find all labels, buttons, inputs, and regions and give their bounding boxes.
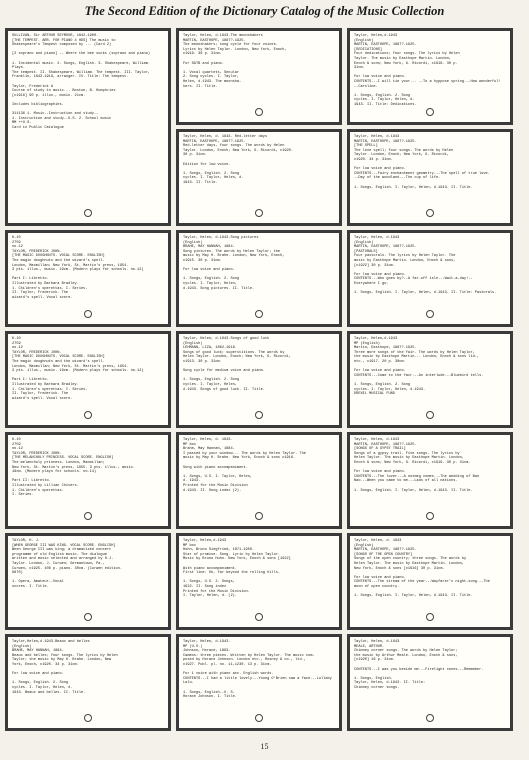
card-line: Four pastorals. The lyrics by Helen Taylor. The — [354, 254, 456, 259]
card-line: 311136 1. Music--Instruction and study-- — [12, 112, 99, 117]
card-line: The magic doughnuts and the wizard's spell. — [12, 359, 105, 364]
card-line: Taylor, Helen,d.1943 — [354, 337, 398, 341]
catalog-card — [347, 432, 513, 529]
card-line: When George III was king; a dramatized concert — [12, 548, 112, 553]
card-line: Taylor; the music by May H. Brahe. London, New — [12, 658, 112, 663]
card-punch-hole — [255, 714, 263, 722]
card-line: BRAHE, MAY HANNAH, 1884- — [183, 245, 235, 250]
card-line: [c1920] 16 p. 31cm. — [354, 658, 395, 663]
card-line: Taylor. London, Enoch; New York, G. Ricordi, — [354, 153, 449, 158]
card-line: Franklin, 1843-1919, arranger. IV. Title: The tempest. — [12, 75, 129, 80]
card-line: 19cm. (Modern plays for schools. no.14) — [12, 470, 97, 475]
card-punch-hole — [84, 714, 92, 722]
catalog-card — [176, 230, 342, 327]
card-line: 1. Songs, English. 2. Song — [354, 382, 411, 387]
card-line: 2759 — [12, 341, 21, 346]
card-line: For low voice and piano. — [12, 672, 64, 677]
card-line: cycles. I. Taylor, Helen, — [183, 281, 237, 286]
card-punch-hole — [255, 512, 263, 520]
card-line: Taylor. The music by Easthope Martin. London, — [354, 56, 452, 61]
card-line: With piano accompaniment. — [183, 566, 237, 571]
card-punch-hole — [255, 310, 263, 318]
card-line: cycles. I. Taylor, Helen, — [183, 382, 237, 387]
card-line: Red-letter days, four songs. The words by Helen — [183, 144, 285, 149]
card-line: Martin, Easthope, 1887?-1925. — [354, 346, 417, 351]
card-line: programme of old English music. The dialogue — [12, 552, 107, 557]
card-line: BRAHE, MAY HANNAH, 1884- — [12, 649, 64, 654]
card-line: [PASTORALS] — [354, 249, 378, 254]
card-punch-hole — [426, 411, 434, 419]
card-line: d. 1943. — [183, 479, 201, 484]
card-line: For low voice and piano. — [354, 272, 406, 277]
card-line: (English) — [354, 38, 374, 43]
card-line: Taylor, Helen, d.1943 — [354, 236, 400, 240]
card-line: For low voice and piano. — [354, 369, 406, 374]
card-line: Taylor, Helen, d.1943. II. Title: — [354, 681, 426, 686]
card-line: etc., c1917. 20 p. 30cm. — [354, 359, 406, 364]
card-line: d.1943. Song pictures. II. Title. — [183, 286, 255, 291]
card-punch-hole — [426, 310, 434, 318]
card-line: Taylor, Helen, d.1943 — [354, 640, 400, 644]
card-line: CONTENTS.--The stream of the year.--Wayfarer's night-song.--The — [354, 580, 490, 585]
card-line: 2. Song cycles. I. Taylor, — [183, 75, 240, 80]
card-line: c1927. Publ. pl. no. 11,1230. 13 p. 31cm. — [183, 662, 272, 667]
card-line: MP (English) — [354, 341, 380, 346]
card-line: MARTIN, EASTHOPE, 1887?-1925. — [354, 548, 417, 553]
card-line: Taylor, Helen, d. 1943 — [354, 539, 402, 543]
card-line: wizard's spell. Vocal score. — [12, 396, 73, 401]
card-punch-hole — [426, 512, 434, 520]
card-line: Taylor. London, Enoch; New York, G. Ricordi, c1920. — [183, 148, 293, 153]
card-line: MP (U.S.) — [183, 644, 203, 649]
card-line: MP box — [183, 442, 196, 447]
card-line: Illustrated by Lillian Chivers. — [12, 483, 79, 488]
card-line: Edition for low voice. — [183, 162, 231, 167]
card-punch-hole — [426, 613, 434, 621]
card-line: cycles. I. Taylor, Helen, d. — [354, 98, 415, 103]
card-line: K-10 — [12, 337, 21, 341]
card-line: Taylor, Helen, d. 1943. Red-letter days — [183, 135, 268, 139]
card-line: Taylor. London, J. Curwen; Germantown, Pa., — [12, 561, 105, 566]
card-line: written and music selected and arranged by H.J. — [12, 557, 114, 562]
card-line: 1. Children's operettas. I. Series. — [12, 286, 88, 291]
card-line: (English) — [183, 240, 203, 245]
catalog-card — [347, 230, 513, 327]
card-line: 1. Songs, U.S. I. Taylor, Helen, — [183, 474, 253, 479]
card-line: MARTIN, EASTHOPE, 1887?-1925. — [354, 139, 417, 144]
card-line: Star of promise. Song. Lyric by Helen Taylor. — [183, 552, 281, 557]
card-line: CONTENTS.--I had a little lovely.--Young O'Brien saw a face.--Lullaby Lalu. — [183, 676, 334, 686]
card-line: Taylor, Helen, d.1943. — [183, 640, 231, 644]
card-line: Cameos: three pieces. Written by Helen Taylor. The music com- — [183, 653, 315, 658]
card-line: Helen Taylor. London, Enoch; New York, G. Ricordi, — [183, 355, 291, 360]
card-line: 9870) — [12, 571, 23, 576]
card-line: Taylor, Helen, d.1943 — [354, 135, 400, 139]
card-line: Taylor, Helen, d. 1943. — [183, 438, 233, 442]
card-line: Course of study in music... Boston, B. Humphries — [12, 89, 116, 94]
card-line: music by Easthope Martin. London, Enoch & sons, — [354, 258, 456, 263]
card-line: Card in Public Catalogue — [12, 125, 64, 130]
card-line: [DEDICATIONS] — [354, 47, 383, 52]
card-line: For low voice and piano. — [354, 575, 406, 580]
card-punch-hole — [84, 411, 92, 419]
card-line: Chimney corner songs. — [354, 685, 400, 690]
card-line: London, Macmillan; New York, St. Martin's press, 1954. — [12, 263, 129, 268]
card-line: [THE TEMPEST. ARR. FOR PIANO 4 HDS] The music to — [12, 38, 116, 43]
catalog-card — [347, 28, 513, 125]
card-line: MARTIN, EASTHOPE, 1887?-1925. — [354, 245, 417, 250]
card-line: d.1943. Songs of good luck. II. Title. — [183, 387, 265, 392]
card-line: 1. Songs, English. 2. Song — [183, 378, 240, 383]
catalog-card — [347, 533, 513, 630]
card-line: 1. Incidental music. 2. Songs, English. 3. Shakespeare, William. Plays. — [12, 61, 153, 71]
card-line: For low voice and piano. — [354, 470, 406, 475]
page-number: 15 — [260, 742, 269, 751]
card-line: Horace Johnson. I. Title. — [183, 695, 237, 700]
card-line: II. Taylor, Frederick. The — [12, 291, 69, 296]
card-line: [THE SPELL] — [354, 144, 378, 149]
catalog-card — [5, 230, 171, 327]
card-line: Enoch & sons; New York, G. Ricordi, c1919. 30 p. 31cm. — [354, 460, 471, 465]
card-punch-hole — [255, 613, 263, 621]
card-line: K-10 — [12, 438, 21, 442]
card-line: Huhn, Bruno Siegfried, 1871-1950. — [183, 548, 255, 553]
card-line: [c1916] 90 p. illus., music. 21cm. — [12, 93, 86, 98]
card-line: cycles. I. Taylor, Helen, d.1943. — [354, 387, 426, 392]
card-line: cycles. I. Taylor, Helen, d. — [183, 176, 244, 181]
catalog-card — [176, 533, 342, 630]
card-line: Enoch & sons; New York, G. Ricordi, c1918. 30 p. — [354, 61, 458, 66]
card-line: 1. Songs, English. I. Taylor, Helen, d.1943. II. Title. — [354, 488, 473, 493]
card-line: Part II: Libretto. — [12, 479, 51, 484]
card-line: 1. Songs, English. I. Taylor, Helen, d.1943. II. Title. — [354, 185, 473, 190]
card-line: Songs of good luck; superstitions. The words by — [183, 350, 285, 355]
catalog-card — [176, 432, 342, 529]
card-line: I passed by your window... The words by Helen Taylor. The — [183, 451, 306, 456]
card-line: CONTENTS.--Come to the fair.--An interlude.--Bluebird tells. — [354, 373, 484, 378]
card-line: [THE MAGIC DOUGHNUTS. VOCAL SCORE. ENGLISH] — [12, 254, 105, 259]
card-line: York, Enoch, c1920. 34 p. 31cm. — [12, 662, 79, 667]
card-line: Taylor, Helen,d.1943 — [183, 539, 227, 543]
card-line: MARTIN, EASTHOPE, 1887?-1925. — [183, 38, 246, 43]
card-line: Brahe, May Hannah, 1884- — [183, 447, 235, 452]
card-line: Three more songs of the fair. The words by Helen Taylor, — [354, 350, 475, 355]
card-line: K-10 — [12, 236, 21, 240]
catalog-card — [176, 129, 342, 226]
card-line: [THE MAGIC DOUGHNUTS. VOCAL SCORE. ENGLISH] — [12, 355, 105, 360]
card-line: c1919. 30 p. 31cm. — [183, 52, 222, 57]
card-line: First line: Oh, far beyond the rolling hills. — [183, 571, 281, 576]
card-line: 1. Songs, English--U. S. — [183, 690, 235, 695]
card-line: 1. Instruction and study--U.S. 2. School music — [12, 116, 112, 121]
card-line: CONTENTS.--I will tie your... --To a hyppose spring.--How wonderful! — [354, 79, 501, 84]
card-line: Helen Taylor. The music by Easthope Martin. London, — [354, 456, 464, 461]
card-line: London, Macmillan; New York, St. Martin's press, 1954. — [12, 364, 129, 369]
card-line: c1915. 30 p. 31cm. — [183, 258, 222, 263]
card-line: 30 p. 31cm. — [183, 153, 207, 158]
card-line: II. Taylor, Frederick. The — [12, 392, 69, 397]
card-line: 1. Songs, English. — [354, 676, 393, 681]
card-line: scores. I. Title. — [12, 584, 49, 589]
catalog-card — [5, 331, 171, 428]
card-line: Illustrated by Barbara Bradley. — [12, 281, 79, 286]
card-line: Johnson, Horace, 1893- — [183, 649, 231, 654]
card-line: Nao.--When you came to me.--Lads of all nations. — [354, 479, 458, 484]
card-line: kers. II. Title. — [183, 84, 218, 89]
card-line: Four dedications; four songs. The lyrics by Helen — [354, 52, 460, 57]
card-line: 3 pts. illus., music. 19cm. (Modern plays for schools. no.12) — [12, 268, 144, 273]
card-line: Part I: Libretto. — [12, 378, 49, 383]
card-line: For 1 voice with piano acc. English words. — [183, 672, 274, 677]
card-line: posed by Horace Johnson. London etc., Rosney & co., ltd., — [183, 658, 306, 663]
card-line: (English) — [183, 341, 203, 346]
card-punch-hole — [426, 714, 434, 722]
card-line: I. Taylor, Helen, d. (2). — [183, 594, 237, 599]
card-line: 2759 — [12, 240, 21, 245]
card-line: MARTIN, EASTHOPE, 1887?-1925. — [354, 43, 417, 48]
card-line: wizard's spell. Vocal score. — [12, 295, 73, 300]
card-line: music by May H. Brahe. London, New York, Enoch, — [183, 254, 285, 259]
card-line: MEALE, ARTHUR. — [354, 644, 385, 649]
card-line: music by May H. Brahe. New York, Enoch & sons c1916. — [183, 456, 296, 461]
card-line: (English) — [354, 240, 374, 245]
card-line: MARTIN, EASTHOPE, 1887?-1925. — [354, 442, 417, 447]
card-line: cycles. I. Taylor, Helen, d. — [12, 685, 73, 690]
card-line: Beaux and belles; four songs. The lyrics by Helen — [12, 653, 118, 658]
catalog-card — [5, 432, 171, 529]
card-line: Songs of the open country; three songs. The words by — [354, 557, 467, 562]
card-line: 1943. II. Title: Dedications. — [354, 102, 417, 107]
card-line: The magic doughnuts and the wizard's spell. — [12, 258, 105, 263]
card-punch-hole — [84, 209, 92, 217]
card-line: TAYLOR, FREDERICK JOHN. — [12, 350, 62, 355]
card-line: Everywhere I go. — [354, 281, 389, 286]
card-line: Taylor, Helen, d.1943.Song pictures — [183, 236, 259, 240]
card-line: [WHEN GEORGE III WAS KING. VOCAL SCORE. ENGLISH] — [12, 543, 116, 548]
card-line: TAYLOR, H. J. — [12, 539, 41, 543]
card-punch-hole — [84, 613, 92, 621]
card-line: Part I: Libretto. — [12, 277, 49, 282]
card-punch-hole — [255, 411, 263, 419]
card-line: [SONGS OF A GYPSY TRAIL] — [354, 447, 406, 452]
card-punch-hole — [426, 108, 434, 116]
card-line: 1. Children's operettas. I. Series. — [12, 387, 88, 392]
card-line: (English) — [12, 644, 32, 649]
card-punch-hole — [255, 108, 263, 116]
catalog-card — [176, 634, 342, 731]
card-line: For low voice and piano. — [354, 167, 406, 172]
card-line: 1. Songs, English. I. Taylor, Helen, d.1943. II. Title. — [354, 594, 473, 599]
catalog-card — [176, 28, 342, 125]
card-line: the music by Easthope Martin... London, Enoch & sons ltd., — [354, 355, 480, 360]
card-line: c1913. 30 p. 31cm. — [183, 359, 222, 364]
card-line: 1943. II. Title. — [183, 180, 218, 185]
card-line: 31cm. — [354, 66, 365, 71]
catalog-card — [5, 28, 171, 226]
card-line: SULLIVAN, Sir ARTHUR SEYMOUR, 1842-1900. — [12, 34, 99, 38]
card-line: moon of open country. — [354, 584, 400, 589]
card-line: no.12 — [12, 346, 23, 351]
card-line: TAYLOR, FREDERICK JOHN. — [12, 451, 62, 456]
card-line: Song with piano accompaniment. — [183, 465, 248, 470]
card-line: [SONGS OF THE OPEN COUNTRY] — [354, 552, 413, 557]
card-line: The moonshakers; song cycle for four voices. — [183, 43, 278, 48]
card-line: Includes bibliographies. — [12, 102, 64, 107]
card-line: 1. Songs, English. I. Taylor, Helen, d.1943. II. Title: Pastorals. — [354, 291, 497, 296]
card-line: LEHMANN, LIZA, 1862-1918. — [183, 346, 237, 351]
card-line: 1. Songs, English. 2. Song — [354, 93, 411, 98]
card-line: MP box — [183, 543, 196, 548]
card-line: 1. Opera, Amateur--Vocal — [12, 580, 64, 585]
card-line: Printed for the Music Division. — [183, 589, 250, 594]
card-line: Songs of a gypsy trail. Five songs. The lyrics by — [354, 451, 460, 456]
card-line: TAYLOR, FREDERICK JOHN. — [12, 249, 62, 254]
card-line: [c1922] 30 p. 31cm. — [354, 263, 395, 268]
catalog-card — [176, 331, 342, 428]
card-line: Taylor, Helen, d.1943.Songs of good luck — [183, 337, 270, 341]
card-line: The melancholy princess. London, Macmillan; — [12, 460, 105, 465]
card-line: Taylor, Helen, d.1943 — [354, 438, 400, 442]
card-line: Taylor, Frederick A — [12, 84, 53, 89]
card-punch-hole — [84, 310, 92, 318]
card-line: CONTENTS.--I was you beside me.--Firelight cones.--Remember. — [354, 667, 484, 672]
card-line: Curwen, c1925. 106 p. piano. 30cm. (Curwen edition. — [12, 566, 122, 571]
card-line: Illustrated by Barbara Bradley. — [12, 382, 79, 387]
card-line: d.1943. II. Song index (2). — [183, 488, 242, 493]
card-line: For low voice and piano. — [354, 75, 406, 80]
card-line: For SATB and piano. — [183, 61, 224, 66]
card-line: --Caroline. — [354, 84, 378, 89]
catalog-card — [347, 331, 513, 428]
card-line: no.12 — [12, 447, 23, 452]
card-line: 1. Songs, U.S. 2. Songs, — [183, 580, 235, 585]
card-line: MARTIN, EASTHOPE, 1887?-1925. — [183, 139, 246, 144]
card-line: The tempest. II. Shakespeare, William. The tempest. III. Taylor, — [12, 70, 151, 75]
card-line: For low voice and piano. — [183, 268, 235, 273]
card-punch-hole — [426, 209, 434, 217]
card-line: DREXEL MUSICAL FUND — [354, 392, 395, 397]
card-line: Lyrics by Helen Taylor. London, New York, Enoch, — [183, 47, 287, 52]
card-line: CONTENTS.--Who goes by?--A far-off isle.--Wait-a-day!-- — [354, 277, 473, 282]
card-line: 1. Songs, English. 2. Song — [183, 171, 240, 176]
card-line: MM ++U.S. — [12, 121, 32, 126]
catalog-card — [5, 533, 171, 630]
card-line: (English) — [354, 543, 374, 548]
card-line: 1. Songs, English. 2. Song — [183, 277, 240, 282]
card-line: New York, St. Martin's press, 1955. 3 pts. illus., music. — [12, 465, 135, 470]
card-line: [2 soprano and piano] -- Where the bee sucks (soprano and piano) — [12, 52, 151, 57]
card-line: Helen Taylor. The music by Easthope Martin. London, — [354, 561, 464, 566]
card-line: Taylor, Helen,d.1943 — [354, 34, 398, 38]
card-line: 1943. Beaux and belles. II. Title. — [12, 690, 86, 695]
card-line: CONTENTS.--The lover.--A nutmeg comes.--The wedding of Ban — [354, 474, 480, 479]
catalog-card — [347, 634, 513, 731]
card-line: I. Series. — [12, 493, 34, 498]
card-punch-hole — [84, 512, 92, 520]
card-line: 3 pts. illus., music. 19cm. (Modern plays for schools. no.12) — [12, 369, 144, 374]
card-line: 1. Vocal quartets, Secular — [183, 70, 240, 75]
card-line: Helen, d.1943. The moonsha- — [183, 79, 242, 84]
catalog-card-grid — [5, 28, 525, 734]
card-line: New York, Enoch & sons [c1916] 30 p. 31cm. — [354, 566, 445, 571]
card-line: The love spell; four songs. The words by Helen — [354, 148, 454, 153]
card-line: 1922. II. Song index — [183, 584, 227, 589]
card-punch-hole — [255, 209, 263, 217]
catalog-card — [347, 129, 513, 226]
card-line: no.12 — [12, 245, 23, 250]
card-line: 2759 — [12, 442, 21, 447]
card-line: Taylor, Helen, d.1943.The moonshakers — [183, 34, 263, 38]
card-line: Printed for the Music Division — [183, 483, 248, 488]
card-line: Taylor,Helen,d.1943.Beaux and belles — [12, 640, 90, 644]
card-line: c1920. 34 p. 31cm. — [354, 157, 393, 162]
card-line: [THE MELANCHOLY PRINCESS. VOCAL SCORE. ENGLISH] — [12, 456, 114, 461]
card-line: --Day of the woodland.--The cup of life. — [354, 176, 441, 181]
card-line: 1. Songs, English. 2. Song — [12, 681, 69, 686]
card-line: Song pictures. The words by Helen Taylor; the — [183, 249, 281, 254]
card-line: Chimney corner songs. The words by Helen Taylor; — [354, 649, 458, 654]
card-line: Shakespeare's Tempest composed by ... (Card 2) — [12, 43, 112, 48]
card-line: Music by Bruno Huhn. New York, Enoch & sons [1922] — [183, 557, 291, 562]
card-line: 1. Children's operettas. — [12, 488, 64, 493]
card-line: Song cycle for medium voice and piano. — [183, 369, 265, 374]
page-header: The Second Edition of the Dictionary Catalog of the Music Collection — [84, 4, 445, 18]
card-line: the music by Arthur Meale. London, Enoch & sons, — [354, 653, 458, 658]
card-line: CONTENTS.--Fairy enchantment geometry.--The spell of true love. — [354, 171, 490, 176]
catalog-card — [5, 634, 171, 731]
